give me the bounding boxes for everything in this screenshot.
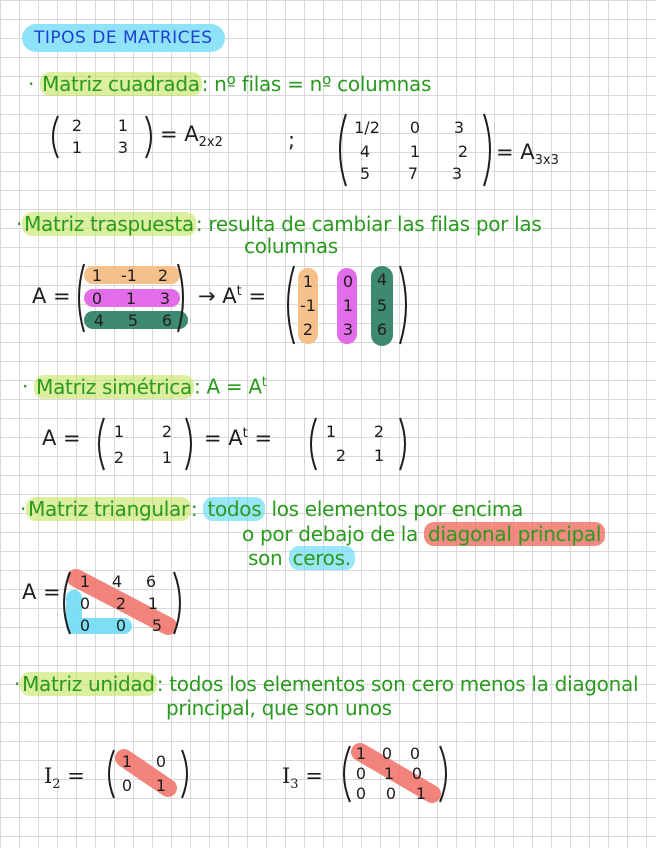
matrix-cell: 1 — [91, 266, 103, 285]
matrix-cell: 1 — [161, 448, 173, 467]
definition-line2-pre: o por debajo de la — [242, 522, 418, 546]
left-paren — [311, 418, 316, 470]
matrix-cell: 5 — [127, 311, 139, 330]
bullet: · — [28, 72, 35, 96]
matrix-cell: 1 — [415, 784, 427, 803]
definition-colon: : — [190, 497, 198, 521]
matrix-cell: 1 — [355, 744, 367, 763]
section-definition-line2: columnas — [244, 234, 338, 258]
definition-word-diagonal: diagonal principal — [424, 522, 605, 546]
bullet: · — [20, 497, 27, 521]
left-paren — [79, 264, 84, 332]
matrix-cell: 0 — [385, 784, 397, 803]
matrix-cell: 1 — [302, 272, 314, 291]
definition-word-ceros: ceros. — [289, 546, 355, 570]
matrix-cell: 3 — [342, 320, 354, 339]
section-unidad-line2: principal, que son unos — [166, 696, 392, 720]
matrix-cell: 1 — [125, 289, 137, 308]
definition-line3-pre: son — [248, 546, 283, 570]
section-name: Matriz triangular — [28, 497, 189, 521]
section-cuadrada-heading — [28, 72, 431, 96]
matrix-cell: 1 — [342, 296, 354, 315]
matrix-cell: 2 — [115, 594, 127, 613]
label-sub: 3x3 — [534, 153, 559, 169]
matrix-cell: 2 — [373, 422, 385, 441]
definition-sup: t — [261, 375, 267, 390]
bullet: · — [22, 374, 29, 399]
matrix-cell: 7 — [407, 164, 419, 183]
label-text: = A — [160, 122, 199, 146]
section-simetrica-heading — [22, 371, 267, 399]
left-paren — [99, 418, 104, 470]
matrix-cell: 4 — [111, 572, 123, 591]
matrix-lhs: A = — [42, 426, 81, 450]
equals: = — [67, 764, 85, 788]
section-traspuesta-heading — [16, 212, 541, 236]
section-triangular-line2 — [242, 522, 605, 546]
arrow-text: → A — [198, 284, 237, 308]
matrix-cell: 1 — [71, 138, 83, 157]
section-definition: : A = A — [193, 374, 262, 399]
bullet: · — [14, 672, 21, 696]
matrix-cell: 3 — [117, 138, 129, 157]
matrix-cell: -1 — [121, 266, 137, 285]
matrix-cell: 2 — [161, 422, 173, 441]
right-paren — [400, 266, 406, 344]
left-paren — [288, 266, 294, 344]
matrix-label-a2x2 — [160, 122, 223, 150]
page-title: TIPOS DE MATRICES — [22, 24, 225, 52]
mid-text: = A — [204, 426, 243, 450]
section-definition: : nº filas = nº columnas — [201, 72, 432, 96]
right-paren — [186, 418, 191, 470]
matrix-cell: 0 — [381, 744, 393, 763]
definition-word-todos: todos — [203, 497, 265, 521]
label-text: = A — [496, 140, 535, 164]
simetrica-mid-label — [204, 426, 272, 450]
matrix-cell: 0 — [411, 764, 423, 783]
matrix-cell: 1 — [155, 776, 167, 795]
matrix-cell: 4 — [93, 311, 105, 330]
left-paren — [53, 116, 58, 158]
matrix-cell: 1 — [113, 422, 125, 441]
matrix-cell: 5 — [376, 296, 388, 315]
sup-t: t — [236, 284, 242, 299]
matrix-lhs: A = — [32, 284, 71, 308]
matrix-cell: 1 — [117, 116, 129, 135]
matrix-cell: 3 — [451, 164, 463, 183]
matrix-cell: 0 — [155, 752, 167, 771]
matrix-cell: 0 — [355, 784, 367, 803]
matrix-cell: 1 — [79, 572, 91, 591]
matrix-cell: 6 — [161, 311, 173, 330]
left-paren — [340, 114, 346, 186]
matrix-cell: 6 — [145, 572, 157, 591]
matrix-cell: 0 — [121, 776, 133, 795]
label-i: I — [282, 764, 291, 788]
matrix-cell: 1 — [373, 446, 385, 465]
matrix-cell: 0 — [79, 616, 91, 635]
matrix-cell: 1/2 — [354, 118, 380, 137]
matrix-cell: 1 — [147, 594, 159, 613]
equals: = — [254, 426, 273, 450]
identity-2-label — [44, 764, 85, 792]
section-triangular-heading — [20, 497, 523, 521]
matrix-cell: 4 — [359, 142, 371, 161]
matrix-cell: 2 — [113, 448, 125, 467]
label-sub: 2x2 — [198, 135, 223, 151]
equals: = — [248, 284, 267, 308]
equals: = — [305, 764, 323, 788]
right-paren — [146, 116, 151, 158]
matrix-label-a3x3 — [496, 140, 559, 168]
right-paren — [400, 418, 405, 470]
transpose-arrow-label — [198, 284, 266, 308]
label-sub: 2 — [52, 777, 61, 793]
matrix-cell: 3 — [453, 118, 465, 137]
separator: ; — [288, 128, 296, 152]
matrix-cell: 2 — [302, 320, 314, 339]
label-sub: 3 — [290, 777, 299, 793]
matrix-cell: 1 — [383, 764, 395, 783]
matrix-cell: 5 — [359, 164, 371, 183]
matrix-cell: 0 — [91, 289, 103, 308]
left-paren — [109, 750, 114, 798]
section-name: Matriz traspuesta — [24, 212, 194, 236]
matrix-cell: 6 — [376, 320, 388, 339]
matrix-cell: 2 — [71, 116, 83, 135]
matrix-cell: 1 — [409, 142, 421, 161]
definition-rest: los elementos por encima — [271, 497, 524, 521]
section-definition: : todos los elementos son cero menos la diagonal — [156, 672, 639, 696]
matrix-cell: 2 — [457, 142, 469, 161]
section-name: Matriz simétrica — [36, 374, 192, 399]
section-triangular-line3 — [248, 546, 355, 570]
section-unidad-heading — [14, 672, 638, 696]
matrix-cell: 0 — [79, 594, 91, 613]
matrix-cell: 3 — [159, 289, 171, 308]
matrix-cell: 0 — [409, 744, 421, 763]
label-i: I — [44, 764, 53, 788]
identity-3-label — [282, 764, 323, 792]
matrix-cell: 0 — [342, 272, 354, 291]
section-definition: : resulta de cambiar las filas por las — [195, 212, 542, 236]
matrix-cell: 1 — [121, 752, 133, 771]
right-paren — [182, 750, 187, 798]
matrix-cell: -1 — [300, 296, 316, 315]
matrix-lhs: A = — [22, 580, 61, 604]
section-name: Matriz unidad — [22, 672, 155, 696]
matrix-cell: 2 — [335, 446, 347, 465]
matrix-cell: 1 — [325, 422, 337, 441]
mid-sup: t — [242, 426, 248, 441]
matrix-cell: 0 — [409, 118, 421, 137]
matrix-cell: 4 — [376, 270, 388, 289]
matrix-cell: 0 — [115, 616, 127, 635]
matrix-cell: 5 — [151, 616, 163, 635]
section-name: Matriz cuadrada — [42, 72, 200, 96]
matrix-cell: 2 — [157, 266, 169, 285]
right-paren — [484, 114, 490, 186]
matrix-cell: 0 — [355, 764, 367, 783]
bullet: · — [16, 212, 23, 236]
